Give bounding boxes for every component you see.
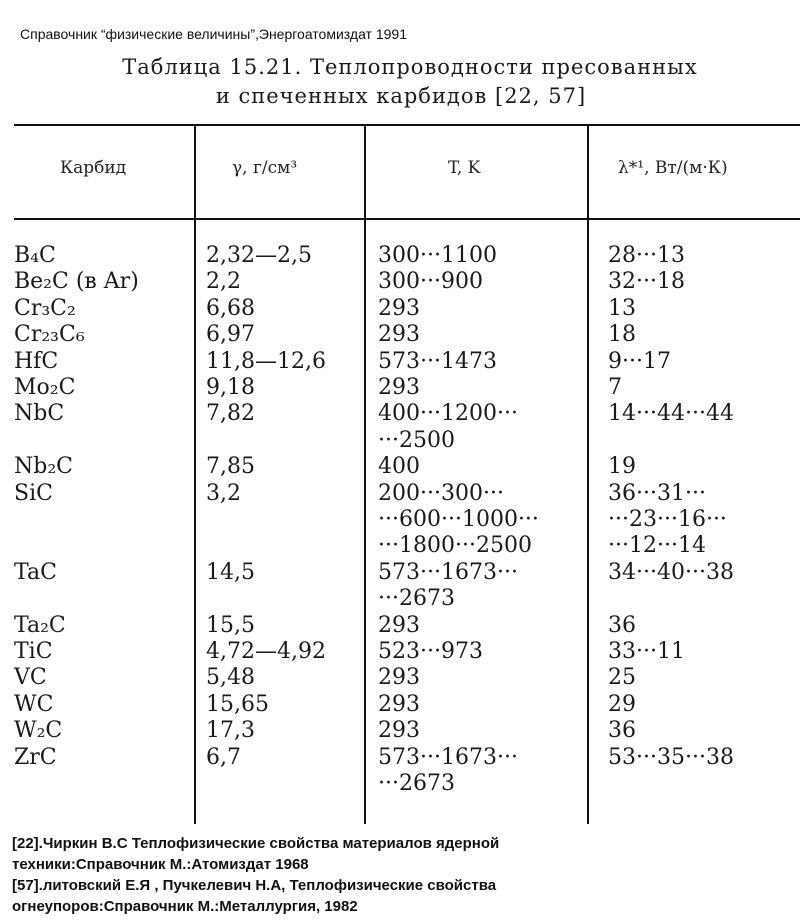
cell-conductivity: 28···13 bbox=[608, 243, 685, 268]
cell-conductivity: 36···31··· bbox=[608, 480, 706, 506]
table-title-line-1: Таблица 15.21. Теплопроводности пресованных bbox=[122, 55, 698, 79]
cell-conductivity: 25 bbox=[608, 665, 636, 691]
cell-conductivity: 14···44···44 bbox=[608, 401, 734, 427]
cell-carbide: TiC bbox=[14, 639, 53, 664]
cell-temperature: ···2673 bbox=[378, 771, 455, 796]
cell-carbide: Ta₂C bbox=[14, 612, 66, 638]
cell-carbide: TaC bbox=[14, 559, 57, 585]
cell-density: 14,5 bbox=[206, 559, 255, 585]
cell-carbide: VC bbox=[14, 665, 47, 691]
reference-line: огнеупоров:Справочник М.:Металлургия, 1982 bbox=[12, 898, 358, 915]
column-divider-3 bbox=[587, 124, 589, 824]
cell-temperature: 293 bbox=[378, 691, 420, 717]
cell-density: 9,18 bbox=[206, 375, 255, 400]
cell-carbide: Cr₂₃C₆ bbox=[14, 322, 85, 348]
cell-density: 11,8—12,6 bbox=[206, 348, 326, 374]
cell-temperature: 400···1200··· bbox=[378, 401, 518, 427]
cell-carbide: W₂C bbox=[14, 718, 63, 744]
cell-density: 6,97 bbox=[206, 322, 255, 348]
reference-line: техники:Справочник М.:Атомиздат 1968 bbox=[12, 856, 309, 873]
cell-conductivity: 13 bbox=[608, 295, 636, 321]
cell-carbide: B₄C bbox=[14, 243, 56, 268]
cell-carbide: WC bbox=[14, 691, 54, 717]
cell-carbide: Be₂C (в Ar) bbox=[14, 269, 139, 295]
cell-temperature: ···1800···2500 bbox=[378, 533, 532, 559]
cell-density: 6,7 bbox=[206, 744, 241, 770]
header-density: γ, г/см³ bbox=[232, 158, 298, 178]
cell-conductivity: ···12···14 bbox=[608, 533, 706, 559]
cell-temperature: 293 bbox=[378, 295, 420, 321]
cell-density: 17,3 bbox=[206, 718, 255, 744]
reference-line: [22].Чиркин В.С Теплофизические свойства материалов ядерной bbox=[12, 835, 500, 852]
cell-temperature: 300···900 bbox=[378, 269, 483, 295]
column-divider-1 bbox=[194, 124, 196, 824]
cell-conductivity: 33···11 bbox=[608, 639, 685, 664]
cell-temperature: 293 bbox=[378, 718, 420, 744]
cell-density: 3,2 bbox=[206, 480, 241, 506]
cell-conductivity: 9···17 bbox=[608, 348, 671, 374]
cell-temperature: 573···1473 bbox=[378, 348, 497, 374]
column-divider-2 bbox=[364, 124, 366, 824]
source-caption: Справочник “физические величины”,Энергоатомиздат 1991 bbox=[20, 26, 407, 42]
cell-conductivity: 18 bbox=[608, 322, 636, 348]
cell-conductivity: 19 bbox=[608, 454, 636, 480]
cell-density: 2,2 bbox=[206, 269, 241, 295]
table-title-line-2: и спеченных карбидов [22, 57] bbox=[215, 84, 587, 108]
cell-temperature: 200···300··· bbox=[378, 480, 504, 506]
header-bottom-border bbox=[14, 218, 800, 220]
cell-conductivity: 32···18 bbox=[608, 269, 685, 295]
cell-conductivity: ···23···16··· bbox=[608, 507, 727, 532]
cell-conductivity: 29 bbox=[608, 691, 636, 717]
cell-density: 5,48 bbox=[206, 665, 255, 691]
cell-temperature: 300···1100 bbox=[378, 243, 497, 268]
cell-temperature: ···2673 bbox=[378, 586, 455, 612]
cell-density: 15,65 bbox=[206, 691, 269, 717]
cell-conductivity: 53···35···38 bbox=[608, 744, 734, 770]
reference-line: [57].литовский Е.Я , Пучкелевич Н.А, Теплофизические свойства bbox=[12, 877, 497, 894]
references bbox=[12, 833, 499, 917]
cell-carbide: Nb₂C bbox=[14, 454, 73, 480]
cell-temperature: 293 bbox=[378, 322, 420, 348]
cell-conductivity: 36 bbox=[608, 718, 636, 744]
cell-density: 6,68 bbox=[206, 295, 255, 321]
cell-temperature: 293 bbox=[378, 665, 420, 691]
cell-temperature: 400 bbox=[378, 454, 420, 480]
header-carbide: Карбид bbox=[60, 158, 127, 178]
cell-temperature: 293 bbox=[378, 612, 420, 638]
cell-temperature: ···2500 bbox=[378, 427, 455, 453]
cell-temperature: 573···1673··· bbox=[378, 744, 518, 770]
cell-temperature: 293 bbox=[378, 375, 420, 400]
cell-density: 4,72—4,92 bbox=[206, 639, 326, 664]
cell-carbide: Mo₂C bbox=[14, 375, 76, 400]
cell-temperature: 573···1673··· bbox=[378, 559, 518, 585]
cell-carbide: HfC bbox=[14, 348, 59, 374]
cell-density: 7,85 bbox=[206, 454, 255, 480]
cell-temperature: ···600···1000··· bbox=[378, 507, 539, 532]
cell-carbide: SiC bbox=[14, 480, 53, 506]
cell-temperature: 523···973 bbox=[378, 639, 483, 664]
cell-conductivity: 36 bbox=[608, 612, 636, 638]
cell-carbide: ZrC bbox=[14, 744, 57, 770]
header-temperature: T, K bbox=[448, 158, 481, 178]
header-conductivity: λ*¹, Вт/(м·К) bbox=[618, 158, 728, 178]
cell-conductivity: 7 bbox=[608, 375, 622, 400]
table-top-border bbox=[14, 124, 800, 126]
cell-conductivity: 34···40···38 bbox=[608, 559, 734, 585]
cell-carbide: Cr₃C₂ bbox=[14, 295, 76, 321]
cell-carbide: NbC bbox=[14, 401, 65, 427]
cell-density: 2,32—2,5 bbox=[206, 243, 312, 268]
cell-density: 7,82 bbox=[206, 401, 255, 427]
cell-density: 15,5 bbox=[206, 612, 255, 638]
